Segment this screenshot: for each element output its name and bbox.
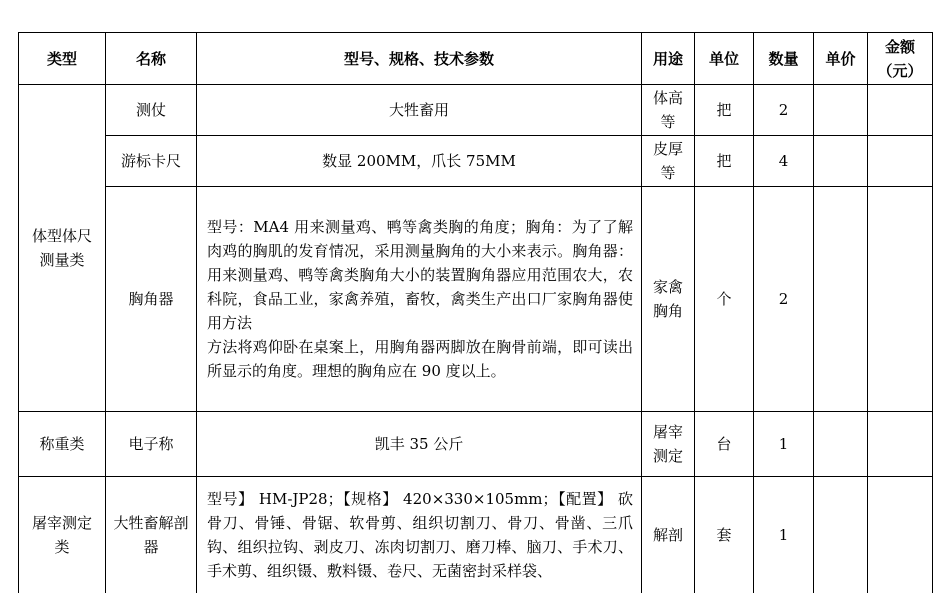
header-row — [19, 33, 933, 85]
header-qty: 数量 — [754, 33, 814, 85]
item-name: 测仗 — [106, 85, 197, 136]
item-use: 皮厚等 — [642, 136, 695, 187]
item-name: 胸角器 — [106, 187, 197, 412]
item-unit: 台 — [695, 412, 754, 477]
item-use: 屠宰测定 — [642, 412, 695, 477]
group-type-cell — [19, 85, 106, 412]
item-spec: 数显 200MM，爪长 75MM — [197, 136, 642, 187]
header-type: 类型 — [19, 33, 106, 85]
item-name: 游标卡尺 — [106, 136, 197, 187]
item-amount — [868, 477, 933, 593]
item-qty: 2 — [754, 187, 814, 412]
item-price — [814, 412, 868, 477]
item-spec: 型号】 HM-JP28；【规格】 420×330×105mm；【配置】 砍骨刀、骨锤、骨锯、软骨剪、组织切割刀、骨刀、骨凿、三爪钩、组织拉钩、剥皮刀、冻肉切割刀、磨刀棒、脑刀、手术刀、手术剪、组织镊、敷料镊、卷尺、无菌密封采样袋、 — [197, 477, 642, 593]
item-spec — [197, 187, 642, 412]
table-row — [19, 85, 933, 136]
item-unit: 把 — [695, 85, 754, 136]
item-qty: 1 — [754, 477, 814, 593]
item-use: 家禽胸角 — [642, 187, 695, 412]
header-unit: 单位 — [695, 33, 754, 85]
item-price — [814, 136, 868, 187]
item-spec-line: 型号：MA4 用来测量鸡、鸭等禽类胸的角度；胸角：为了了解肉鸡的胸肌的发育情况，采用测量胸角的大小来表示。胸角器：用来测量鸡、鸭等禽类胸角大小的装置胸角器应用范围农大，农科院，食品工业，家禽养殖，畜牧，禽类生产出口厂家胸角器使用方法 — [207, 215, 633, 335]
item-unit: 个 — [695, 187, 754, 412]
item-use: 解剖 — [642, 477, 695, 593]
item-use: 体高等 — [642, 85, 695, 136]
header-spec: 型号、规格、技术参数 — [197, 33, 642, 85]
table-row — [19, 187, 933, 412]
item-name: 大牲畜解剖器 — [106, 477, 197, 593]
item-price — [814, 477, 868, 593]
item-spec-line: 方法将鸡仰卧在桌案上，用胸角器两脚放在胸骨前端，即可读出所显示的角度。理想的胸角应在 90 度以上。 — [207, 335, 633, 383]
item-amount — [868, 412, 933, 477]
equipment-table — [18, 32, 933, 593]
item-price — [814, 85, 868, 136]
item-unit: 套 — [695, 477, 754, 593]
group-type-label: 体型体尺测量类 — [32, 227, 92, 269]
item-unit: 把 — [695, 136, 754, 187]
item-amount — [868, 136, 933, 187]
table-row — [19, 412, 933, 477]
group-type-cell: 称重类 — [19, 412, 106, 477]
item-amount — [868, 85, 933, 136]
item-amount — [868, 187, 933, 412]
header-amount — [868, 33, 933, 85]
header-amount-line1: 金额 — [868, 35, 932, 59]
header-name: 名称 — [106, 33, 197, 85]
item-spec: 凯丰 35 公斤 — [197, 412, 642, 477]
item-name: 电子称 — [106, 412, 197, 477]
item-price — [814, 187, 868, 412]
header-use: 用途 — [642, 33, 695, 85]
item-spec: 大牲畜用 — [197, 85, 642, 136]
header-amount-line2: （元） — [868, 59, 932, 83]
table-row — [19, 136, 933, 187]
table-row — [19, 477, 933, 593]
item-qty: 2 — [754, 85, 814, 136]
item-qty: 1 — [754, 412, 814, 477]
header-price: 单价 — [814, 33, 868, 85]
item-qty: 4 — [754, 136, 814, 187]
group-type-cell: 屠宰测定类 — [19, 477, 106, 593]
